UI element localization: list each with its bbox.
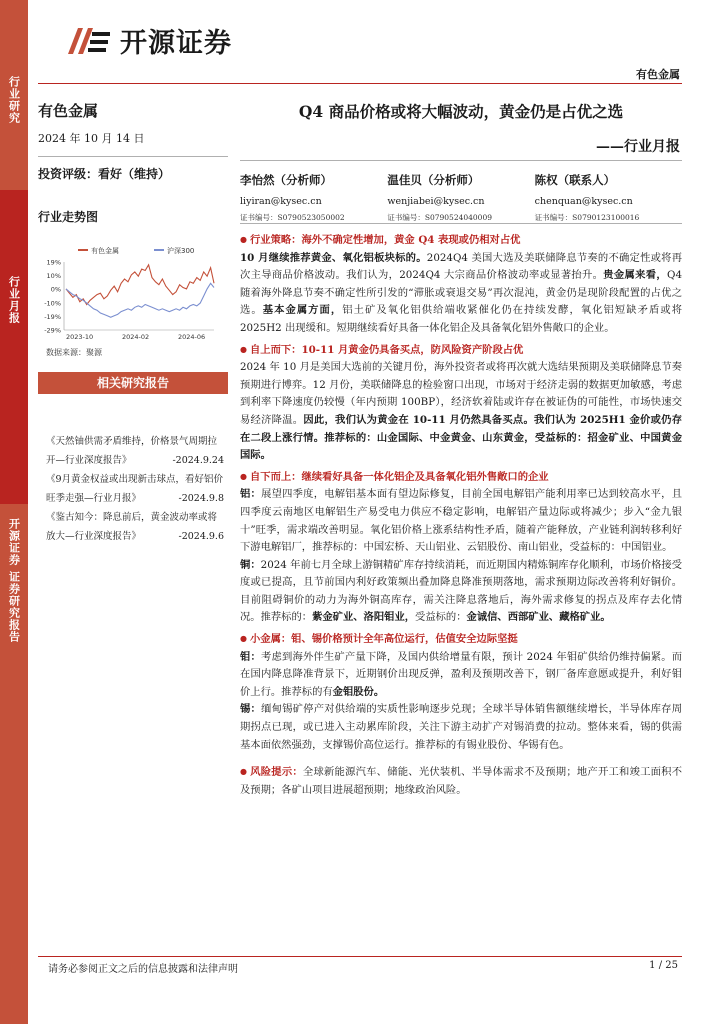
section-paragraph: 10 月继续推荐黄金、氧化铝板块标的。2024Q4 美国大选及美联储降息节奏的不确定性或将再次主导商品价格波动。我们认为，2024Q4 大宗商品价格波动率或显著抬升。贵金属来看，Q4 随着海外降息节奏不确定性所引发的“滞胀或衰退交易”再次混沌，黄金仍是现阶段配置的占优之选。基本金属方面，铝土矿及氧化铝供给端收紧催化仍在持续发酵，氧化铝短缺矛盾或将 2025H2 出现缓和。短期继续看好具备一体化铝企及具备氧化铝外售敞口的企业。 (240, 251, 683, 334)
section-paragraph: 2024 年 10 月是美国大选前的关键月份，海外投资者或将再次就大选结果预期及美联储降息节奏预期进行博弈。12 月份，美联储降息的检验窗口出现，市场对于经济走弱的数据更加敏感，考虑到利率下降速度仍较慢（年内预期 100BP），经济软着陆或许存在被证伪的可能性，市场快速交易经济降温。因此，我们认为黄金在 10-11 月仍然具备买点。我们认为 2025H1 金价或仍存在二段上涨行情。推荐标的：山金国际、中金黄金、山东黄金，受益标的：招金矿业、中国黄金国际。 (240, 361, 683, 462)
left-column (38, 92, 228, 225)
industry-name: 有色金属 (38, 102, 99, 120)
x-tick-label: 2023-10 (66, 333, 94, 341)
related-reports-list (46, 432, 224, 546)
section-paragraph: 铝：展望四季度，电解铝基本面有望边际修复，目前全国电解铝产能利用率已达到较高水平，且四季度云南地区电解铝生产易受电力供应不稳定影响，电解铝产量边际或将减少；步入“金九银十”旺季，需求端改善明显。氧化铝价格上涨系结构性矛盾，随着产能释放，产业链利润转移利好下游电解铝厂，推荐标的：中国宏桥、天山铝业、云铝股份、南山铝业，受益标的：中国铝业。 (240, 488, 683, 554)
y-tick-label: 0% (50, 285, 61, 294)
y-tick-label: -10% (44, 299, 61, 308)
sidebar-label-mid: 行业月报 (7, 276, 21, 324)
analyst-name: 陈权（联系人） (534, 173, 616, 187)
brand-name: 开源证券 (120, 27, 232, 59)
section-paragraph: 锡：缅甸锡矿停产对供给端的实质性影响逐步兑现；全球半导体销售额继续增长，半导体库存周期拐点已现，或已进入主动累库阶段，关注下游主动扩产对锡消费的拉动。整体来看，锡的供需基本面依然强劲，支撑锡价高位运行。推荐标的有锡业股份、华锡有色。 (240, 703, 683, 751)
trend-chart-title: 行业走势图 (38, 210, 99, 224)
related-report-item[interactable]: 《天然铀供需矛盾维持，价格景气周期拉开—行业深度报告》 -2024.9.24 (46, 436, 224, 466)
report-body (240, 228, 682, 799)
series-line (66, 283, 214, 317)
brand-logo-icon (62, 20, 114, 60)
investment-rating: 投资评级：看好（维持） (38, 167, 171, 181)
chart-source: 数据来源：聚源 (46, 348, 102, 357)
left-divider (38, 156, 228, 157)
analyst-name: 李怡然（分析师） (240, 173, 332, 187)
analyst-email[interactable]: wenjiabei@kysec.cn (387, 196, 485, 207)
analyst-name: 温佳贝（分析师） (387, 173, 480, 187)
report-title: Q4 商品价格或将大幅波动，黄金仍是占优之选 (298, 102, 624, 121)
y-tick-label: -29% (44, 326, 61, 335)
analyst-email[interactable]: liyiran@kysec.cn (240, 196, 322, 207)
footer-disclaimer: 请务必参阅正文之后的信息披露和法律声明 (48, 964, 238, 975)
section-heading: ● 行业策略：海外不确定性增加，黄金 Q4 表现或仍相对占优 (240, 232, 682, 250)
legend-label: 沪深300 (167, 247, 195, 255)
y-tick-label: 19% (46, 258, 61, 267)
sidebar-label-bottom: 开源证券 证券研究报告 (7, 518, 21, 643)
section-heading: ● 自上而下：10-11 月黄金仍具备买点，防风险资产阶段占优 (240, 342, 682, 360)
analyst-cert: 证书编号：S0790123100016 (534, 213, 640, 222)
section-heading: ● 小金属：钼、锡价格预计全年高位运行，估值安全边际坚挺 (240, 631, 682, 649)
title-divider (240, 160, 682, 161)
related-report-item[interactable]: 《鉴古知今：降息前后，黄金波动率或将放大—行业深度报告》 -2024.9.6 (46, 512, 224, 542)
report-subtitle: ——行业月报 (596, 139, 680, 155)
legend-label: 有色金属 (91, 247, 119, 255)
risk-paragraph: ● 风险提示：全球新能源汽车、储能、光伏装机、半导体需求不及预期；地产开工和竣工面积不及预期；各矿山项目进展超预期；地缘政治风险。 (240, 764, 682, 799)
report-date: 2024 年 10 月 14 日 (38, 132, 145, 145)
industry-trend-chart (38, 240, 228, 345)
related-reports-header: 相关研究报告 (38, 372, 228, 394)
x-tick-label: 2024-06 (178, 333, 206, 341)
section-heading: ● 自下而上：继续看好具备一体化铝企及具备氧化铝外售敞口的企业 (240, 469, 682, 487)
section-paragraph: 铜：2024 年前七月全球上游铜精矿库存持续消耗，而近期国内精炼铜库存化顺利，市场价格接受度或已提高，且节前国内利好政策频出叠加降息降准预期落地，需求预期边际改善将利好铜价。目前阻碍铜价的动力为海外铜高库存，需关注降息落地后，海外需求修复的拐点及库存去化情况。推荐标的：紫金矿业、洛阳钼业，受益标的：金诚信、西部矿业、藏格矿业。 (240, 558, 683, 624)
analyst-cert: 证书编号：S0790523050002 (240, 213, 345, 222)
related-report-item[interactable]: 《9月黄金权益或出现新击球点，看好铝价旺季走强—行业月报》 -2024.9.8 (46, 474, 224, 504)
analyst-card (535, 172, 682, 223)
sidebar-research (0, 0, 28, 190)
analysts-divider (240, 223, 682, 224)
analyst-list (240, 172, 682, 223)
y-tick-label: 10% (46, 272, 61, 281)
sidebar-label-top: 行业研究 (7, 76, 21, 124)
analyst-cert: 证书编号：S0790524040009 (387, 213, 492, 222)
footer-divider (38, 956, 682, 957)
brand-logo (62, 20, 232, 60)
page-number: 1 / 25 (649, 960, 678, 971)
sidebar-brand (0, 504, 28, 1024)
analyst-card (387, 172, 534, 223)
x-tick-label: 2024-02 (122, 333, 150, 341)
y-tick-label: -19% (44, 312, 61, 321)
series-line (66, 265, 214, 305)
header-divider (38, 83, 682, 84)
analyst-email[interactable]: chenquan@kysec.cn (534, 196, 633, 207)
sidebar-report-type (0, 190, 28, 504)
analyst-card (240, 172, 387, 223)
section-paragraph: 钼：考虑到海外伴生矿产量下降，及国内供给增量有限，预计 2024 年钼矿供给仍维持偏紧。而在国内降息降准背景下，近期钢价出现反弹，盈利及预期改善下，钢厂备库意愿或提升，利好钼价上行。推荐标的有金钼股份。 (240, 650, 683, 698)
header-category: 有色金属 (636, 68, 680, 81)
